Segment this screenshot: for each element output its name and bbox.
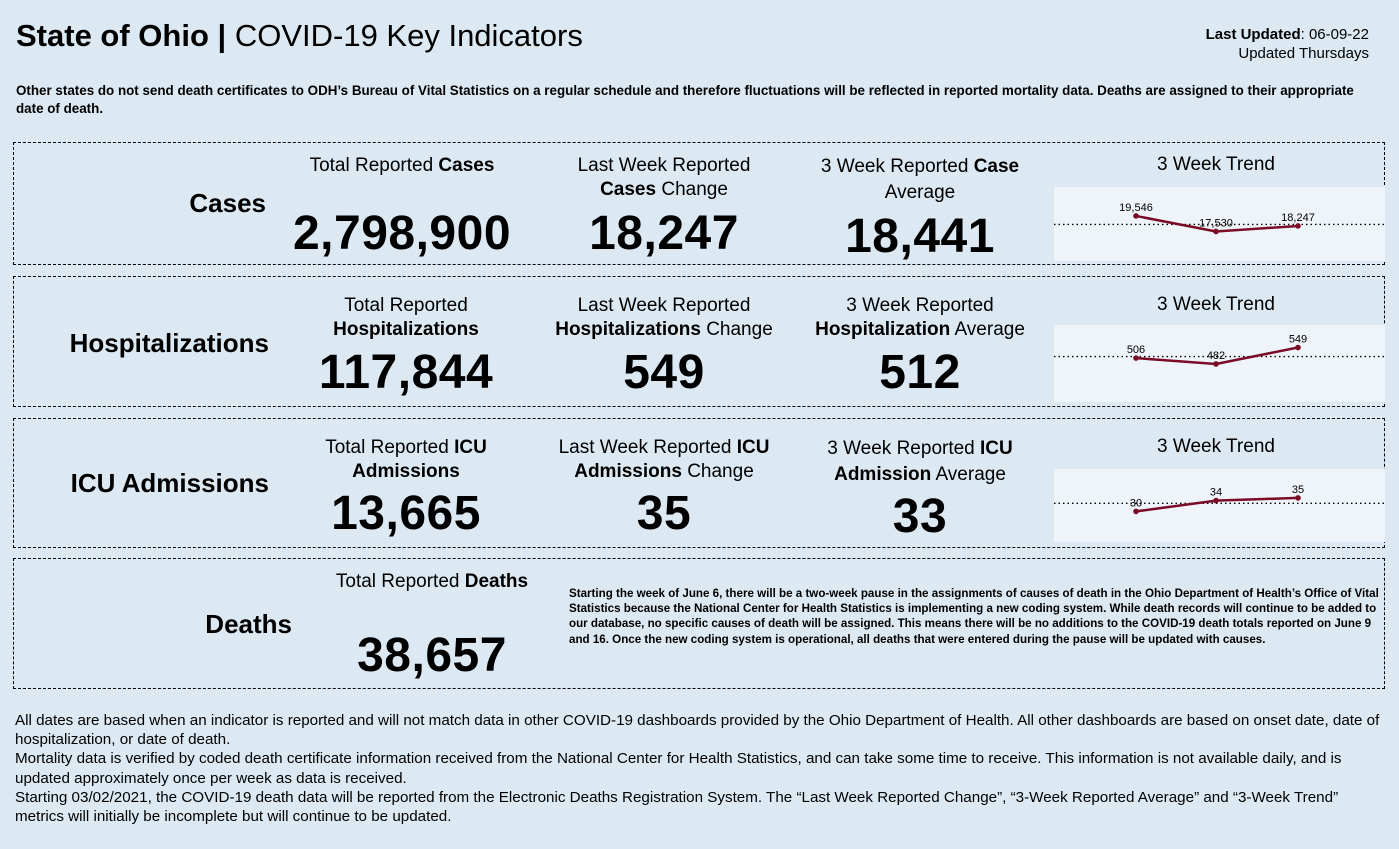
hosp-trend-title: 3 Week Trend bbox=[1157, 294, 1275, 315]
hosp-change-title: Last Week Reported Hospitalizations Change bbox=[555, 295, 773, 340]
last-updated-date: : 06-09-22 bbox=[1300, 26, 1369, 43]
icu-trend-chart bbox=[1054, 469, 1385, 542]
title-separator: | bbox=[217, 18, 227, 53]
icu-trend-label: 35 bbox=[1291, 483, 1305, 496]
panel-label-icu: ICU Admissions bbox=[70, 468, 269, 498]
icu-panel bbox=[13, 418, 1385, 548]
cases-trend-title: 3 Week Trend bbox=[1157, 154, 1275, 175]
cases-trend-label: 19,546 bbox=[1119, 201, 1153, 214]
cases-trend-point bbox=[1213, 229, 1219, 235]
hospitalizations-trend-point bbox=[1213, 361, 1219, 367]
hospitalizations-trend-point bbox=[1133, 355, 1139, 361]
panel-label-hospitalizations: Hospitalizations bbox=[69, 328, 269, 358]
cases-change-title: Last Week Reported Cases Change bbox=[577, 155, 751, 200]
footer-note-dates: All dates are based when an indicator is reported and will not match data in other COVID-19 dashboards provided by the Ohio Department of Health. All other dashboards are based on onset date, date of hospitalization, or date of death. bbox=[15, 712, 1380, 749]
footer-notes bbox=[15, 711, 1380, 826]
panel-label-cases: Cases bbox=[189, 188, 266, 218]
icu-trend-point bbox=[1213, 498, 1219, 504]
last-updated-label: Last Updated bbox=[1205, 26, 1301, 43]
hosp-average-title: 3 Week Reported Hospitalization Average bbox=[815, 295, 1025, 340]
deaths-total-value: 38,657 bbox=[357, 629, 507, 682]
hospitalizations-trend-label: 482 bbox=[1206, 349, 1226, 362]
deaths-panel bbox=[13, 558, 1385, 689]
hospitalizations-trend-label: 549 bbox=[1288, 333, 1308, 346]
hosp-trend-chart bbox=[1054, 325, 1385, 402]
footer-note-mortality: Mortality data is verified by coded death certificate information received from the National Center for Health Statistics, and can take some time to receive. This information is not available daily, and is updated approximately once per week as data is received. bbox=[15, 750, 1342, 787]
footer-note-edrs: Starting 03/02/2021, the COVID-19 death data will be reported from the Electronic Deaths Registration System. The “Last Week Reported Change”, “3-Week Reported Average” and “3-Week Trend” metrics will initially be incomplete but will continue to be updated. bbox=[15, 788, 1339, 826]
hosp-change-value: 549 bbox=[623, 346, 705, 399]
hosp-total-title: Total Reported Hospitalizations bbox=[333, 295, 479, 340]
last-updated-info bbox=[1206, 25, 1369, 63]
hospitalizations-panel bbox=[13, 276, 1385, 407]
icu-change-value: 35 bbox=[636, 487, 692, 540]
cases-trend-point bbox=[1295, 223, 1301, 229]
icu-trend-point bbox=[1295, 495, 1301, 501]
cases-total-title: Total Reported Cases bbox=[309, 155, 495, 176]
mortality-notice: Other states do not send death certificates to ODH’s Bureau of Vital Statistics on a regular schedule and therefore fluctuations will be reflected in reported mortality data. Deaths are assigned to their appropriate date of death. bbox=[16, 83, 1354, 116]
icu-average-value: 33 bbox=[892, 490, 948, 543]
page-title bbox=[16, 18, 583, 54]
icu-total-title: Total Reported ICU Admissions bbox=[325, 437, 487, 482]
icu-trend-point bbox=[1133, 509, 1139, 515]
icu-total-value: 13,665 bbox=[331, 487, 481, 540]
icu-trend-label: 34 bbox=[1209, 486, 1223, 499]
cases-trend-point bbox=[1133, 213, 1139, 219]
update-cadence: Updated Thursdays bbox=[1238, 45, 1369, 62]
hosp-average-value: 512 bbox=[879, 346, 961, 399]
icu-trend-label: 30 bbox=[1129, 497, 1143, 510]
deaths-total-title: Total Reported Deaths bbox=[335, 571, 529, 592]
panel-label-deaths: Deaths bbox=[205, 609, 292, 639]
deaths-pause-notice: Starting the week of June 6, there will be a two-week pause in the assignments of causes of death in the Ohio Department of Health’s Office of Vital Statistics because the National Center for Health Statistics is implementing a new coding system. While death records will continue to be added to our database, no specific causes of death will be assigned. This means there will be no additions to the COVID-19 death totals reported on June 9 and 16. Once the new coding system is operational, all deaths that were entered during the pause will be updated with causes. bbox=[569, 587, 1379, 646]
hosp-total-value: 117,844 bbox=[318, 346, 494, 399]
cases-trend-label: 17,530 bbox=[1199, 217, 1233, 230]
cases-panel bbox=[13, 142, 1385, 265]
cases-trend-chart bbox=[1054, 187, 1385, 261]
icu-change-title: Last Week Reported ICU Admissions Change bbox=[558, 437, 770, 482]
dashboard-title: COVID-19 Key Indicators bbox=[234, 18, 583, 53]
cases-average-value: 18,441 bbox=[845, 210, 995, 263]
cases-change-value: 18,247 bbox=[589, 207, 739, 260]
hospitalizations-trend-label: 506 bbox=[1126, 344, 1146, 357]
icu-trend-title: 3 Week Trend bbox=[1157, 436, 1275, 457]
cases-total-value: 2,798,900 bbox=[292, 207, 512, 260]
icu-average-title: 3 Week Reported ICU Admission Average bbox=[827, 438, 1013, 485]
cases-average-title: 3 Week Reported Case Average bbox=[820, 156, 1020, 203]
state-name: State of Ohio bbox=[16, 18, 209, 53]
hospitalizations-trend-point bbox=[1295, 345, 1301, 351]
cases-trend-label: 18,247 bbox=[1281, 211, 1315, 224]
